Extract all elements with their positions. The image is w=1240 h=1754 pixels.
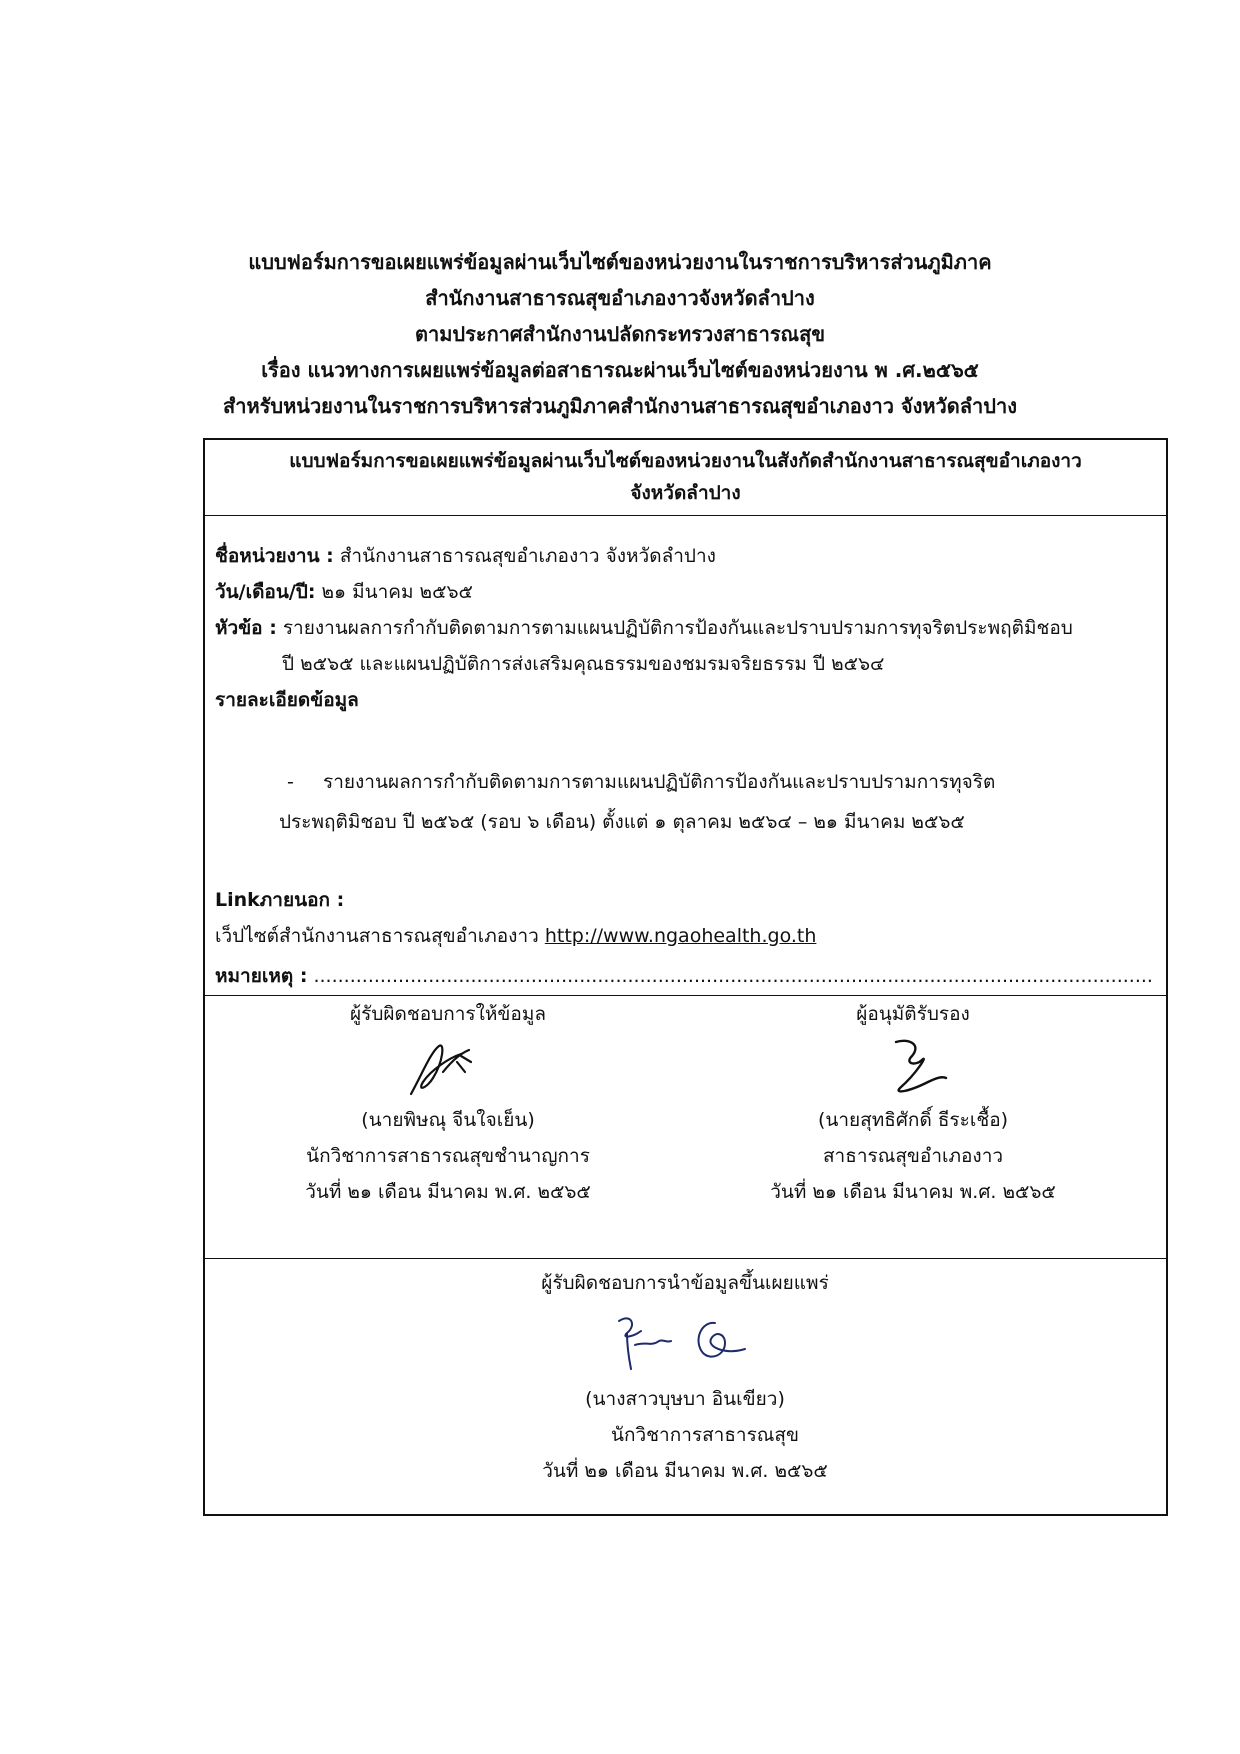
- date-row: [215, 574, 473, 610]
- topic-row: [215, 610, 1073, 646]
- topic-label: หัวข้อ :: [215, 617, 277, 639]
- header-line-2: สำนักงานสาธารณสุขอำเภองาวจังหวัดลำปาง: [425, 286, 815, 310]
- agency-label: ชื่อหน่วยงาน :: [215, 545, 334, 567]
- provider-signature-block: [248, 996, 648, 1210]
- form-title-line-2: จังหวัดลำปาง: [630, 482, 741, 504]
- detail-line-1: รายงานผลการกำกับติดตามการตามแผนปฏิบัติการป้องกันและปราบปรามการทุจริต: [323, 771, 996, 793]
- publisher-signature-icon: [575, 1301, 795, 1381]
- topic-line-1: รายงานผลการกำกับติดตามการตามแผนปฏิบัติการป้องกันและปราบปรามการทุจริตประพฤติมิชอบ: [276, 617, 1073, 639]
- topic-line-2: ปี ๒๕๖๕ และแผนปฏิบัติการส่งเสริมคุณธรรมของชมรมจริยธรรม ปี ๒๕๖๔: [282, 653, 885, 675]
- publisher-date: วันที่ ๒๑ เดือน มีนาคม พ.ศ. ๒๕๖๕: [542, 1460, 828, 1482]
- publisher-position: นักวิชาการสาธารณสุข: [610, 1424, 800, 1446]
- header-line-3: ตามประกาศสำนักงานปลัดกระทรวงสาธารณสุข: [414, 322, 825, 346]
- header-line-1: แบบฟอร์มการขอเผยแพร่ข้อมูลผ่านเว็บไซต์ของหน่วยงานในราชการบริหารส่วนภูมิภาค: [248, 250, 992, 274]
- publisher-signature-block: [485, 1265, 885, 1489]
- provider-role: ผู้รับผิดชอบการให้ข้อมูล: [350, 1003, 546, 1025]
- agency-value: สำนักงานสาธารณสุขอำเภองาว จังหวัดลำปาง: [333, 545, 716, 567]
- approver-name: (นายสุทธิศักดิ์ ธีระเชื้อ): [817, 1109, 1009, 1131]
- note-row: [215, 958, 1153, 994]
- detail-line-2: ประพฤติมิชอบ ปี ๒๕๖๕ (รอบ ๖ เดือน) ตั้งแต่ ๑ ตุลาคม ๒๕๖๔ – ๒๑ มีนาคม ๒๕๖๕: [279, 811, 965, 833]
- approver-role: ผู้อนุมัติรับรอง: [856, 1003, 970, 1025]
- form-box: [203, 438, 1168, 1516]
- detail-bullet: -: [287, 771, 294, 793]
- note-dots: ...........................................................................................................................................: [307, 965, 1153, 987]
- link-prefix: เว็ปไซต์สำนักงานสาธารณสุขอำเภองาว: [215, 925, 545, 947]
- link-label: Linkภายนอก :: [215, 889, 345, 911]
- header-line-5: สำหรับหน่วยงานในราชการบริหารส่วนภูมิภาคสำนักงานสาธารณสุขอำเภองาว จังหวัดลำปาง: [223, 394, 1017, 418]
- approver-signature-icon: [838, 1032, 988, 1102]
- document-header: [120, 244, 1120, 424]
- agency-row: [215, 538, 716, 574]
- publisher-section: [205, 1259, 1166, 1516]
- details-label: รายละเอียดข้อมูล: [215, 689, 359, 711]
- signature-section: [205, 996, 1166, 1259]
- form-title-line-1: แบบฟอร์มการขอเผยแพร่ข้อมูลผ่านเว็บไซต์ของหน่วยงานในสังกัดสำนักงานสาธารณสุขอำเภองาว: [289, 450, 1082, 472]
- form-title: [205, 440, 1166, 516]
- website-link[interactable]: http://www.ngaohealth.go.th: [544, 925, 817, 947]
- date-label: วัน/เดือน/ปี:: [215, 581, 316, 603]
- publisher-role: ผู้รับผิดชอบการนำข้อมูลขึ้นเผยแพร่: [541, 1272, 829, 1294]
- approver-date: วันที่ ๒๑ เดือน มีนาคม พ.ศ. ๒๕๖๕: [770, 1181, 1056, 1203]
- provider-signature-icon: [373, 1032, 523, 1102]
- form-info-section: [205, 516, 1166, 996]
- approver-signature-block: [713, 996, 1113, 1210]
- link-row: [215, 918, 816, 954]
- approver-position: สาธารณสุขอำเภองาว: [822, 1145, 1004, 1167]
- date-value: ๒๑ มีนาคม ๒๕๖๕: [315, 581, 473, 603]
- header-line-4: เรื่อง แนวทางการเผยแพร่ข้อมูลต่อสาธารณะผ่านเว็บไซต์ของหน่วยงาน พ .ศ.๒๕๖๕: [261, 358, 979, 382]
- publisher-name: (นางสาวบุษบา อินเขียว): [585, 1388, 785, 1410]
- provider-date: วันที่ ๒๑ เดือน มีนาคม พ.ศ. ๒๕๖๕: [305, 1181, 591, 1203]
- provider-position: นักวิชาการสาธารณสุขชำนาญการ: [306, 1145, 590, 1167]
- note-label: หมายเหตุ :: [215, 965, 308, 987]
- provider-name: (นายพิษณุ จีนใจเย็น): [361, 1109, 535, 1131]
